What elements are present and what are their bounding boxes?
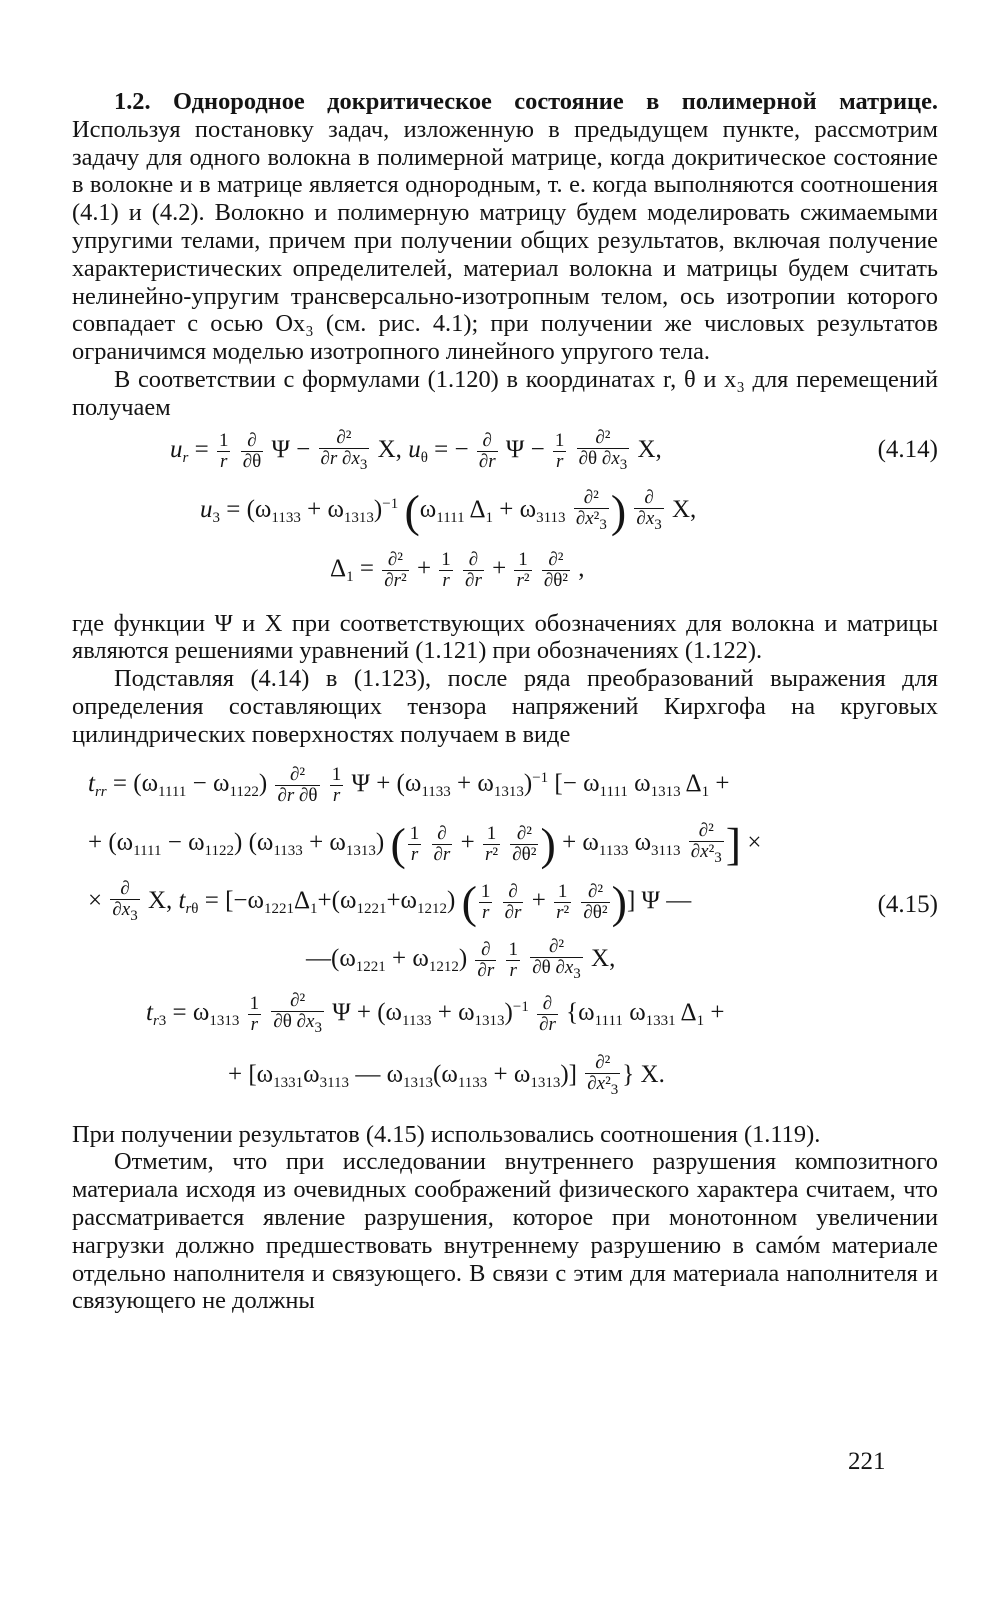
- equation-u-r: $u_r$ = $\frac{1}{r}$ $\frac{\partial}{\partial\theta}$ Ψ − $\frac{\text{∂²}}{\partial r \partial x_3}$ X, $u_\theta$ = − $\frac{\partial}{\partial r}$ Ψ − $\frac{1}{r}$ $\frac{\text{∂²}}{\partial\theta \partial x_3}$ X,: [170, 426, 662, 473]
- equation-number-4-15: (4.15): [877, 890, 938, 918]
- equation-t-rr: $t_{rr} = (\omega_{1111} - \omega_{1122})$ $\frac{\text{∂²}}{\partial r \partial\theta}$ $\frac{1}{r}$ $\Psi + (\omega_{1133} + \omega_{1313})^{-1}$ [− $\omega_{1111}$ $\omega_{1313}$ $\Delta_1$ +: [88, 763, 730, 806]
- paragraph-4: [72, 665, 938, 748]
- equation-number-4-14: (4.14): [877, 435, 938, 463]
- equation-t-rr-cont-1: + $(\omega_{1111} - \omega_{1122}) (\omega_{1133} + \omega_{1313})$ ( $\frac{1}{r}$ $\frac{\partial}{\partial r}$ + $\frac{1}{\text{r²}}$ $\frac{\text{∂²}}{\text{∂θ²}}$ ) + $\omega_{1133}$ $\omega_{3113}$ $\frac{\text{∂²}}{\partial x^2_3}$ ] ×: [88, 818, 762, 870]
- paragraph-6-text: Отметим, что при исследовании внутреннего разрушения композитного материала исходя из очевидных соображений физического характера считаем, что рассматривается явление разрушения, которое при монотонном увеличении нагрузки должно предшествовать внутреннему разрушению в самóм материале отдельно наполнителя и связующего. В связи с этим для материала наполнителя и связующего не должны: [72, 1148, 938, 1315]
- paragraph-2-text: В соответствии с формулами (1.120) в координатах r, θ и x₃ для перемещений получаем: [72, 365, 938, 421]
- paragraph-3: [72, 610, 938, 666]
- equation-block-4-15: [72, 749, 938, 1121]
- equation-u-3: $u_3 = (\omega_{1133} + \omega_{1313})^{-1}$ ($\omega_{1111}$ $\Delta_1 + \omega_{3113}$ $\frac{\text{∂²}}{\partial x^2_3}$ ) $\frac{\partial}{\partial x_3}$ X,: [200, 485, 697, 537]
- paragraph-5: [72, 1121, 938, 1149]
- page-content: [72, 88, 938, 1315]
- paragraph-3-text: где функции Ψ и X при соответствующих обозначениях для волокна и матрицы являются решениями уравнений (1.121) при обозначениях (1.122).: [72, 609, 938, 665]
- equation-block-4-14: [72, 422, 938, 610]
- equation-t-r3-cont: + [$\omega_{1331}\omega_{3113}$ — $\omega_{1313}(\omega_{1133} + \omega_{1313})$] $\frac{\text{∂²}}{\partial x^2_3}$ } X.: [228, 1051, 665, 1098]
- section-heading: 1.2. Однородное докритическое состояние в полимерной матрице.: [114, 88, 938, 115]
- equation-t-r3: $t_{r3} = \omega_{1313}$ $\frac{1}{r}$ $\frac{\text{∂²}}{\partial\theta \partial x_3}$ $\Psi + (\omega_{1133} + \omega_{1313})^{-1}$ $\frac{\partial}{\partial r}$ {$\omega_{1111}$ $\omega_{1331}$ $\Delta_1$ +: [146, 989, 725, 1036]
- equation-t-r-theta-cont: $—(\omega_{1221} + \omega_{1212})$ $\frac{\partial}{\partial r}$ $\frac{1}{r}$ $\frac{\text{∂²}}{\partial\theta \partial x_3}$ X,: [306, 935, 616, 982]
- equation-delta-1: $\Delta_1$ = $\frac{\text{∂²}}{\text{∂r²}}$ + $\frac{1}{r}$ $\frac{\partial}{\partial r}$ + $\frac{1}{\text{r²}}$ $\frac{\text{∂²}}{\text{∂θ²}}$ ,: [330, 548, 585, 591]
- paragraph-1-text: Используя постановку задач, изложенную в предыдущем пункте, рассмотрим задачу для одного волокна в полимерной матрице, когда докритическое состояние в волокне и в матрице является однородным, т. е. когда выполняются соотношения (4.1) и (4.2). Волокно и полимерную матрицу будем моделировать сжимаемыми упругими телами, причем при получении общих результатов, включая получение характеристических определителей, материал волокна и матрицы будем считать нелинейно-упругим трансверсально-изотропным телом, ось изотропии которого совпадает с осью Ox₃ (см. рис. 4.1); при получении же числовых результатов ограничимся моделью изотропного линейного упругого тела.: [72, 115, 938, 366]
- page-number: 221: [848, 1448, 886, 1475]
- equation-t-r-theta: × $\frac{\partial}{\partial x_3}$ X, $t_{r\theta} = [-\omega_{1221}\Delta_1+(\omega_{1221}+\omega_{1212})$ ( $\frac{1}{r}$ $\frac{\partial}{\partial r}$ + $\frac{1}{\text{r²}}$ $\frac{\text{∂²}}{\text{∂θ²}}$ )] Ψ —: [88, 876, 692, 928]
- paragraph-5-text: При получении результатов (4.15) использовались соотношения (1.119).: [72, 1120, 821, 1148]
- paragraph-6: [72, 1148, 938, 1315]
- paragraph-2: [72, 366, 938, 422]
- paragraph-1: [72, 88, 938, 366]
- paragraph-4-text: Подставляя (4.14) в (1.123), после ряда преобразований выражения для определения составляющих тензора напряжений Кирхгофа на круговых цилиндрических поверхностях получаем в виде: [72, 665, 938, 748]
